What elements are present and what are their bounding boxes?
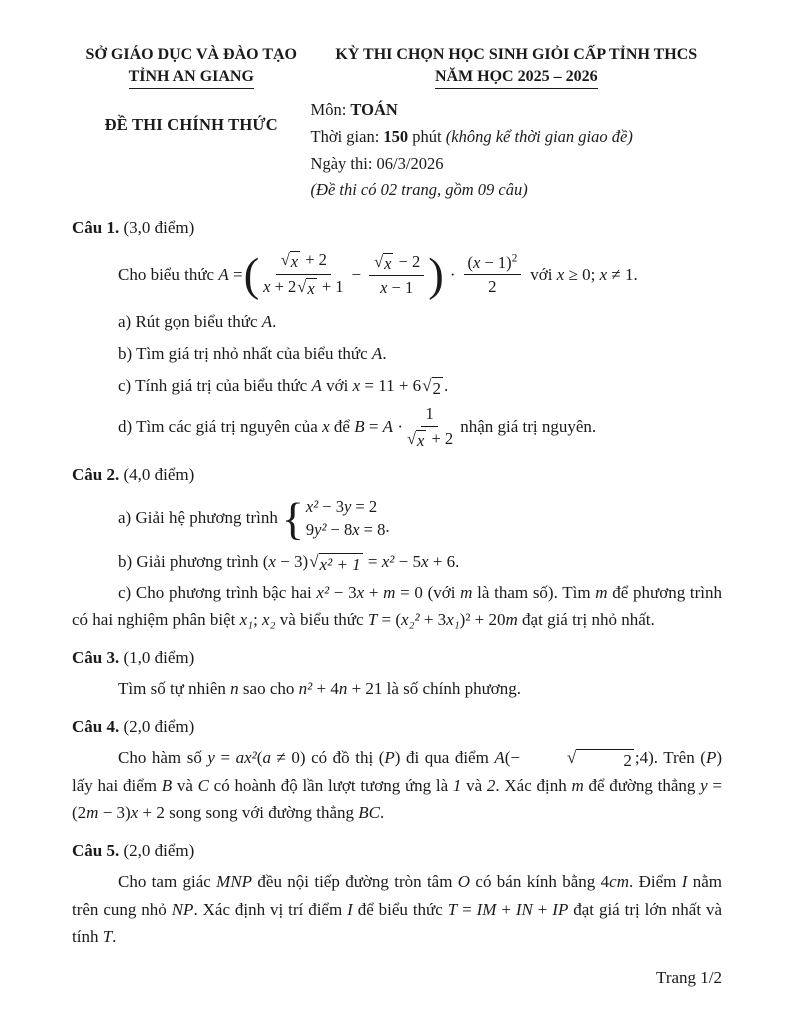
- q1-item-d: [118, 403, 722, 451]
- q2-heading: Câu 2. (4,0 điểm): [72, 465, 195, 485]
- pages-note: (Đề thi có 02 trang, gồm 09 câu): [310, 180, 528, 200]
- header-left: [72, 44, 311, 136]
- q5-heading: Câu 5. (2,0 điểm): [72, 840, 195, 860]
- q2-item-c: c) Cho phương trình bậc hai x² − 3x + m = 0 (với m là tham số). Tìm m để phương trình có hai nghiệm phân biệt x₁; x₂ và biểu thức T = (x₂² + 3x₁)² + 20m đạt giá trị nhỏ nhất.: [72, 582, 723, 630]
- q1-formula: [118, 249, 722, 299]
- exam-info: [311, 97, 722, 204]
- q4-body: Cho hàm số y = ax²(a ≠ 0) có đồ thị (P) đi qua điểm A(− √ 2 ;4). Trên (P) lấy hai điểm B và C có hoành độ lần lượt tương ứng là 1 và 2. Xác định m để đường thẳng y = (2m − 3)x + 2 song song với đường thẳng BC.: [72, 748, 723, 823]
- q1-item-d-post: nhận giá trị nguyên.: [460, 417, 597, 437]
- header-right: [311, 44, 722, 204]
- exam-title-line1: KỲ THI CHỌN HỌC SINH GIỎI CẤP TỈNH THCS: [335, 46, 698, 63]
- q1-item-d-pre: d) Tìm các giá trị nguyên của x để B = A ·: [118, 417, 403, 437]
- minus-operator: −: [351, 264, 362, 284]
- q1-formula-condition: với x ≥ 0; x ≠ 1.: [530, 264, 638, 284]
- q2-item-a-row: [118, 492, 390, 544]
- dot-operator: ·: [449, 264, 456, 284]
- q2-item-a-pre: a) Giải hệ phương trình: [118, 508, 278, 528]
- q2-item-b: b) Giải phương trình (x − 3) √ x² + 1 = x² − 5x + 6.: [118, 551, 460, 574]
- q3-body: Tìm số tự nhiên n sao cho n² + 4n + 21 là số chính phương.: [118, 679, 522, 699]
- q3-heading: Câu 3. (1,0 điểm): [72, 648, 195, 667]
- q4-heading: Câu 4. (2,0 điểm): [72, 716, 195, 736]
- q2-item-a: [118, 492, 722, 544]
- q2-system-eq2: 9y² − 8x = 8: [305, 519, 386, 539]
- q2-system: [306, 497, 385, 540]
- close-paren: ): [428, 248, 444, 301]
- q1-formula-row: [118, 249, 638, 299]
- page-number: Trang 1/2: [656, 968, 722, 987]
- header: [72, 44, 722, 204]
- department-name: SỞ GIÁO DỤC VÀ ĐÀO TẠO: [85, 46, 297, 63]
- q1-fraction-2: √ x − 2 x − 1: [369, 251, 424, 299]
- q1-item-c: c) Tính giá trị của biểu thức A với x = 11 + 6 √ 2 .: [118, 376, 449, 399]
- official-exam-label: ĐỀ THI CHÍNH THỨC: [104, 115, 278, 135]
- open-paren: (: [243, 248, 260, 301]
- q1-fraction-1: √ x + 2 x + 2 √ x + 1: [263, 250, 344, 299]
- q1-item-b: b) Tìm giá trị nhỏ nhất của biểu thức A.: [118, 343, 387, 363]
- time-line: Thời gian: 150 phút (không kể thời gian giao đề): [310, 126, 633, 146]
- exam-body: [72, 215, 722, 951]
- q5-body: Cho tam giác MNP đều nội tiếp đường tròn tâm O có bán kính bằng 4cm. Điểm I nằm trên cung nhỏ NP. Xác định vị trí điểm I để biểu thức T = IM + IN + IP đạt giá trị lớn nhất và tính T.: [72, 872, 722, 947]
- q1-item-d-fraction: 1 √ x + 2: [406, 404, 454, 450]
- exam-title-line2: NĂM HỌC 2025 – 2026: [311, 66, 722, 90]
- q2-system-eq1: x² − 3y = 2: [305, 496, 378, 516]
- q2-item-a-post: .: [385, 516, 390, 536]
- subject-line: Môn: TOÁN: [310, 100, 398, 120]
- q1-formula-intro: Cho biểu thức A =: [118, 264, 243, 284]
- system-brace: {: [281, 492, 304, 544]
- q1-fraction-3: $\frac{(x - 1)^2}{2}$: [464, 252, 522, 298]
- province-name: TỈNH AN GIANG: [72, 66, 311, 90]
- q1-heading: Câu 1. (3,0 điểm): [72, 218, 195, 238]
- q1-item-a: a) Rút gọn biểu thức A.: [118, 311, 277, 331]
- q1-item-d-row: [118, 403, 596, 451]
- date-line: Ngày thi: 06/3/2026: [310, 153, 444, 173]
